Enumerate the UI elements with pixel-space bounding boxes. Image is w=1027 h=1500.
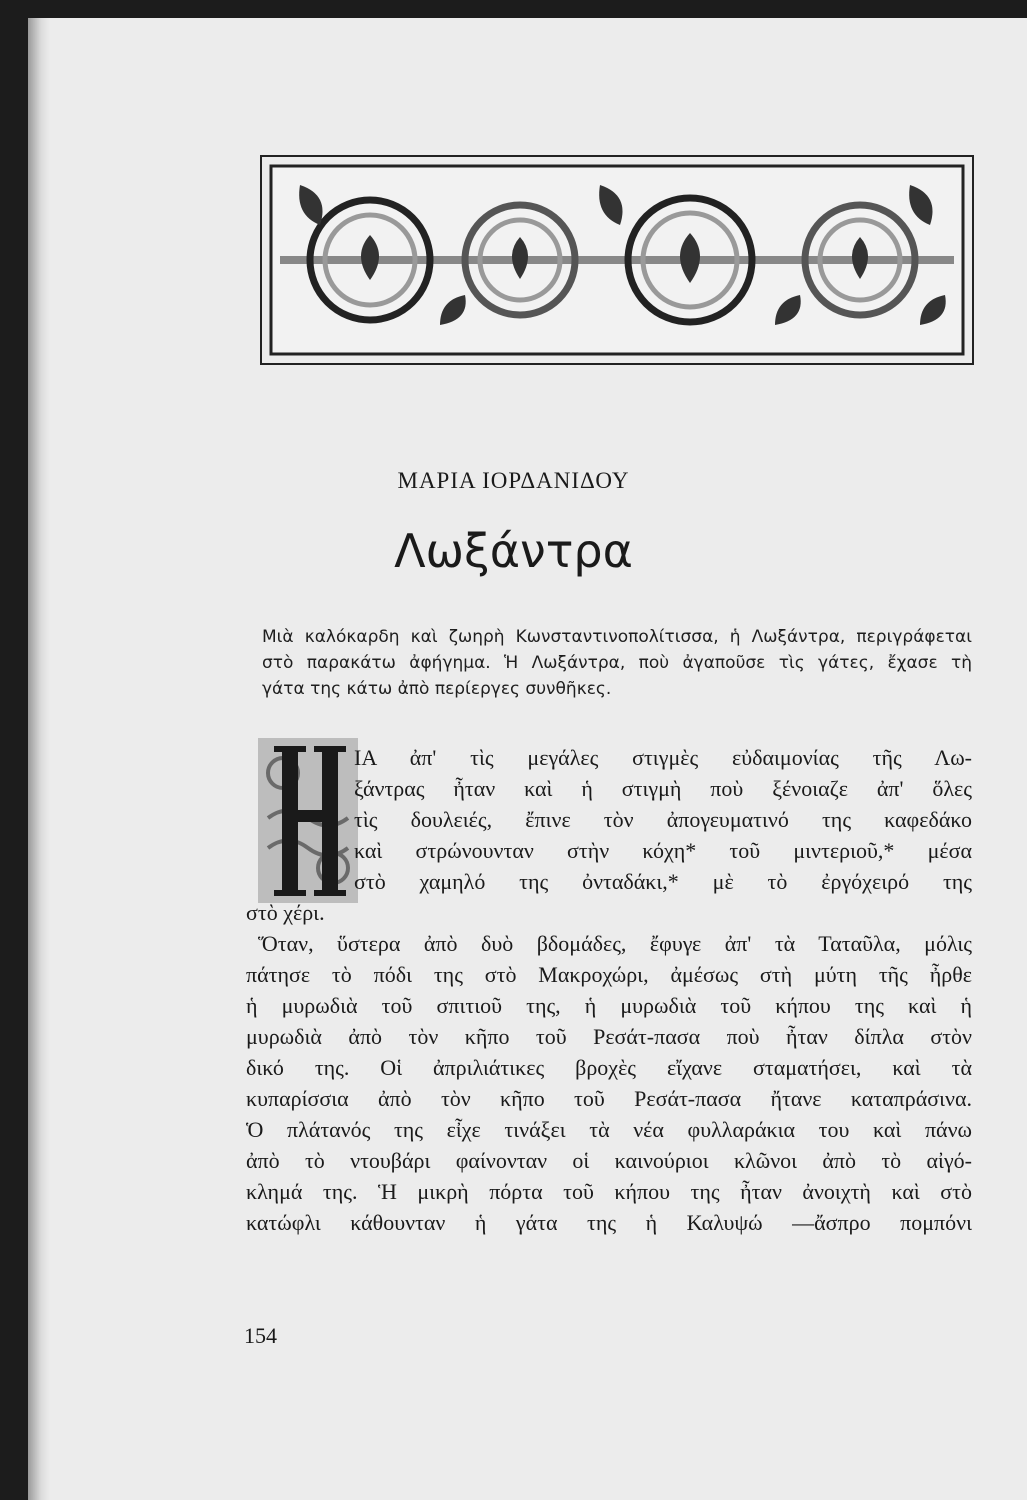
body-line: ἀπὸ τὸ ντουβάρι φαίνονταν οἱ καινούριοι κλῶνοι ἀπὸ τὸ αἰγό- (246, 1148, 972, 1173)
body-line: τὶς δουλειές, ἔπινε τὸν ἀπογευματινό της καφεδάκο (354, 807, 972, 832)
intro-line: γάτα της κάτω ἀπὸ περίεργες συνθῆκες. (262, 679, 612, 699)
intro-summary (262, 624, 972, 702)
body-line: πάτησε τὸ πόδι της στὸ Μακροχώρι, ἀμέσως στὴ μύτη τῆς ἦρθε (246, 962, 972, 987)
body-line: καὶ στρώνουνταν στὴν κόχη* τοῦ μιντεριοῦ,* μέσα (354, 838, 972, 863)
body-line: μυρωδιὰ ἀπὸ τὸν κῆπο τοῦ Ρεσάτ-πασα ποὺ ἦταν δίπλα στὸν (246, 1024, 972, 1049)
page-gutter-shadow (28, 18, 50, 1500)
body-line: κλημά της. Ἡ μικρὴ πόρτα τοῦ κήπου της ἦταν ἀνοιχτὴ καὶ στὸ (246, 1179, 972, 1204)
story-title: Λωξάντρα (394, 524, 633, 578)
body-line: στὸ χέρι. (246, 900, 325, 925)
body-line: κυπαρίσσια ἀπὸ τὸν κῆπο τοῦ Ρεσάτ-πασα ἤτανε καταπράσινα. (246, 1086, 972, 1111)
body-line: Ὁ πλάτανός της εἶχε τινάξει τὰ νέα φυλλαράκια του καὶ πάνω (246, 1117, 972, 1142)
body-line: ξάντρας ἦταν καὶ ἡ στιγμὴ ποὺ ξένοιαζε ἀπ' ὅλες (354, 776, 972, 801)
body-line: στὸ χαμηλό της ὀνταδάκι,* μὲ τὸ ἐργόχειρό της (354, 869, 972, 894)
body-line: Ὅταν, ὕστερα ἀπὸ δυὸ βδομάδες, ἔφυγε ἀπ' τὰ Ταταῦλα, μόλις (258, 931, 972, 956)
body-line: κατώφλι κάθουνταν ἡ γάτα της ἡ Καλυψώ —ἄσπρο πομπόνι (246, 1210, 972, 1235)
story-body (246, 742, 972, 1238)
intro-line: Μιὰ καλόκαρδη καὶ ζωηρὴ Κωνσταντινοπολίτισσα, ἡ Λωξάντρα, περιγράφεται (262, 627, 972, 647)
intro-line: στὸ παρακάτω ἀφήγημα. Ἡ Λωξάντρα, ποὺ ἀγαποῦσε τὶς γάτες, ἔχασε τὴ (262, 653, 972, 673)
body-line: δικό της. Οἱ ἀπριλιάτικες βροχὲς εἴχανε σταματήσει, καὶ τὰ (246, 1055, 972, 1080)
page-number: 154 (244, 1323, 277, 1348)
decorative-header-ornament (260, 155, 974, 365)
body-line: ἡ μυρωδιὰ τοῦ σπιτιοῦ της, ἡ μυρωδιὰ τοῦ κήπου της καὶ ἡ (246, 993, 972, 1018)
body-line: ΙΑ ἀπ' τὶς μεγάλες στιγμὲς εὐδαιμονίας τῆς Λω- (354, 745, 972, 770)
author-name: ΜΑΡΙΑ ΙΟΡΔΑΝΙΔΟΥ (397, 468, 630, 493)
